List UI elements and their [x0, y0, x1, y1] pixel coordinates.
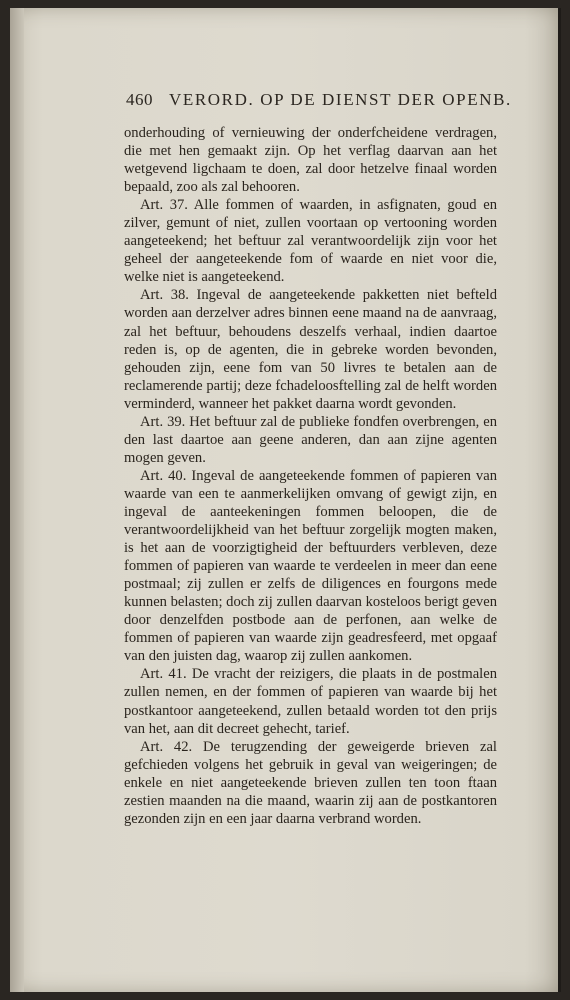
page-number: 460 — [126, 90, 153, 109]
running-title: VERORD. OP DE DIENST DER OPENB. — [169, 90, 512, 109]
page-body — [124, 124, 497, 828]
paragraph-continuation: onderhouding of vernieuwing der onderfcheidene verdragen, die met hen gemaakt zijn. Op het verflag daarvan aan het wetgevend ligchaam te doen, zal door hetzelve finaal worden bepaald, zoo als zal behooren. — [124, 125, 497, 196]
article-42: Art. 42. De terugzending der geweigerde brieven zal gefchieden volgens het gebruik in geval van weigeringen; de enkele en niet aangeteekende brieven zullen ten toon ftaan zestien maanden na die maand, waarin zij aan de postkantoren gezonden zijn en een jaar daarna verbrand worden. — [124, 738, 497, 827]
running-header — [126, 90, 512, 110]
book-page — [10, 8, 561, 992]
article-38: Art. 38. Ingeval de aangeteekende pakketten niet befteld worden aan derzelver adres binnen eene maand na de aanvraag, zal het beftuur, behoudens deszelfs verhaal, indien daartoe reden is, op de agenten, die in gebreke worden bevonden, gehouden zijn, eene fom van 50 livres te betalen aan de reclamerende partij; deze fchadeloosftelling zal de helft worden verminderd, wanneer het pakket daarna wordt gevonden. — [124, 287, 497, 412]
article-39: Art. 39. Het beftuur zal de publieke fondfen overbrengen, en den last daartoe aan geene anderen, dan aan zijne agenten mogen geven. — [124, 413, 497, 466]
article-41: Art. 41. De vracht der reizigers, die plaats in de postmalen zullen nemen, en der fommen of papieren van waarde bij het postkantoor aangeteekend, zullen betaald worden tot den prijs van het, aan dit decreet gehecht, tarief. — [124, 666, 497, 737]
article-40: Art. 40. Ingeval de aangeteekende fommen of papieren van waarde van een te aanmerkelijken omvang of gewigt zijn, en ingeval de aanteekeningen fommen beloopen, die de verantwoordelijkheid van het beftuur zorgelijk mogten maken, is het aan de voorzigtigheid der beftuurders verbleven, deze fommen of papieren van waarde te verdeelen in meer dan eene postmaal; zij zullen er zelfs de diligences en fourgons mede kunnen belasten; doch zij zullen daarvan kosteloos berigt geven door denzelfden postbode aan de perfonen, aan welke de fommen of papieren van waarde zijn geadresfeerd, met opgaaf van den juisten dag, waarop zij zullen aankomen. — [124, 467, 497, 665]
article-37: Art. 37. Alle fommen of waarden, in asfignaten, goud en zilver, gemunt of niet, zullen voortaan op vertooning worden aangeteekend; het beftuur zal verantwoordelijk zijn voor het geheel der aangeteekende fom of waarde en niet voor die, welke niet is aangeteekend. — [124, 197, 497, 286]
